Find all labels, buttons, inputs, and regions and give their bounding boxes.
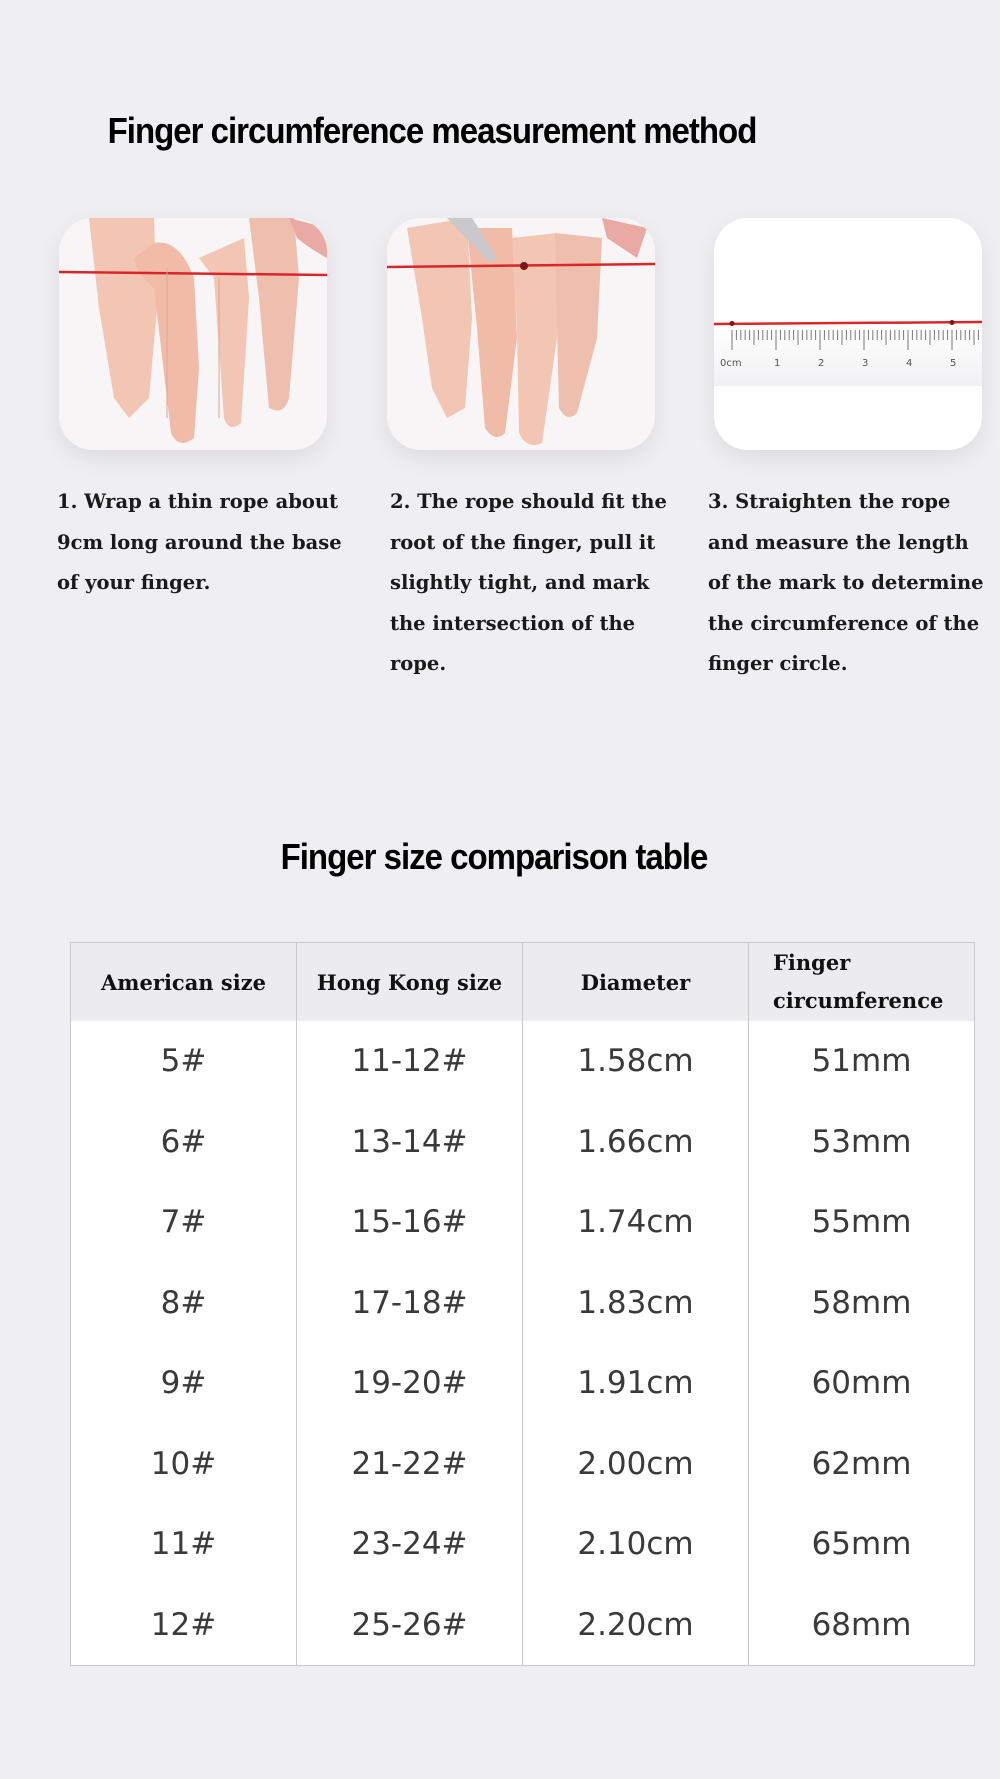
step3-text: 3. Straighten the rope and measure the length of the mark to determine the circumference of the finger circle.: [708, 490, 984, 675]
cell-diameter: 1.66cm: [523, 1102, 749, 1183]
cell-american-size: 11#: [71, 1504, 297, 1585]
step1-text: 1. Wrap a thin rope about 9cm long around the base of your finger.: [57, 490, 342, 594]
cell-diameter: 2.00cm: [523, 1424, 749, 1505]
cell-finger-circumference: 65mm: [749, 1504, 975, 1585]
table-row: [71, 1504, 975, 1585]
cell-diameter: 1.58cm: [523, 1021, 749, 1102]
table-row: [71, 1585, 975, 1666]
cell-finger-circumference: 60mm: [749, 1343, 975, 1424]
cell-hong-kong-size: 19-20#: [297, 1343, 523, 1424]
cell-hong-kong-size: 25-26#: [297, 1585, 523, 1666]
header-american-size: American size: [71, 943, 297, 1022]
size-comparison-table: [70, 942, 975, 1666]
cell-hong-kong-size: 23-24#: [297, 1504, 523, 1585]
cell-diameter: 2.20cm: [523, 1585, 749, 1666]
header-hong-kong-size: Hong Kong size: [297, 943, 523, 1022]
step1-photo: [59, 218, 327, 450]
cell-diameter: 1.91cm: [523, 1343, 749, 1424]
cell-finger-circumference: 62mm: [749, 1424, 975, 1505]
cell-american-size: 7#: [71, 1182, 297, 1263]
cell-american-size: 6#: [71, 1102, 297, 1183]
step2-text: 2. The rope should fit the root of the finger, pull it slightly tight, and mark the intersection of the rope.: [390, 490, 667, 675]
step3-photo: [714, 218, 982, 450]
method-title: Finger circumference measurement method: [107, 110, 757, 151]
table-row: [71, 1343, 975, 1424]
ruler-label: 4: [906, 358, 913, 369]
cell-american-size: 9#: [71, 1343, 297, 1424]
cell-finger-circumference: 68mm: [749, 1585, 975, 1666]
cell-finger-circumference: 55mm: [749, 1182, 975, 1263]
cell-hong-kong-size: 21-22#: [297, 1424, 523, 1505]
cell-hong-kong-size: 15-16#: [297, 1182, 523, 1263]
ruler-label: 5: [950, 358, 957, 369]
table-row: [71, 1182, 975, 1263]
cell-finger-circumference: 51mm: [749, 1021, 975, 1102]
cell-diameter: 1.83cm: [523, 1263, 749, 1344]
ruler-label: 0cm: [720, 358, 742, 369]
cell-american-size: 8#: [71, 1263, 297, 1344]
table-header-row: [71, 943, 975, 1022]
cell-finger-circumference: 58mm: [749, 1263, 975, 1344]
cell-hong-kong-size: 13-14#: [297, 1102, 523, 1183]
cell-american-size: 12#: [71, 1585, 297, 1666]
ruler-label: 2: [818, 358, 825, 369]
header-finger-circumference: Finger circumference: [749, 943, 975, 1022]
cell-diameter: 1.74cm: [523, 1182, 749, 1263]
table-row: [71, 1021, 975, 1102]
table-title: Finger size comparison table: [280, 836, 708, 877]
cell-finger-circumference: 53mm: [749, 1102, 975, 1183]
cell-diameter: 2.10cm: [523, 1504, 749, 1585]
table-row: [71, 1263, 975, 1344]
step2-photo: [387, 218, 655, 450]
header-diameter: Diameter: [523, 943, 749, 1022]
table-row: [71, 1102, 975, 1183]
ruler-label: 1: [774, 358, 781, 369]
ruler-label: 3: [862, 358, 869, 369]
cell-hong-kong-size: 17-18#: [297, 1263, 523, 1344]
cell-american-size: 10#: [71, 1424, 297, 1505]
cell-hong-kong-size: 11-12#: [297, 1021, 523, 1102]
cell-american-size: 5#: [71, 1021, 297, 1102]
table-row: [71, 1424, 975, 1505]
